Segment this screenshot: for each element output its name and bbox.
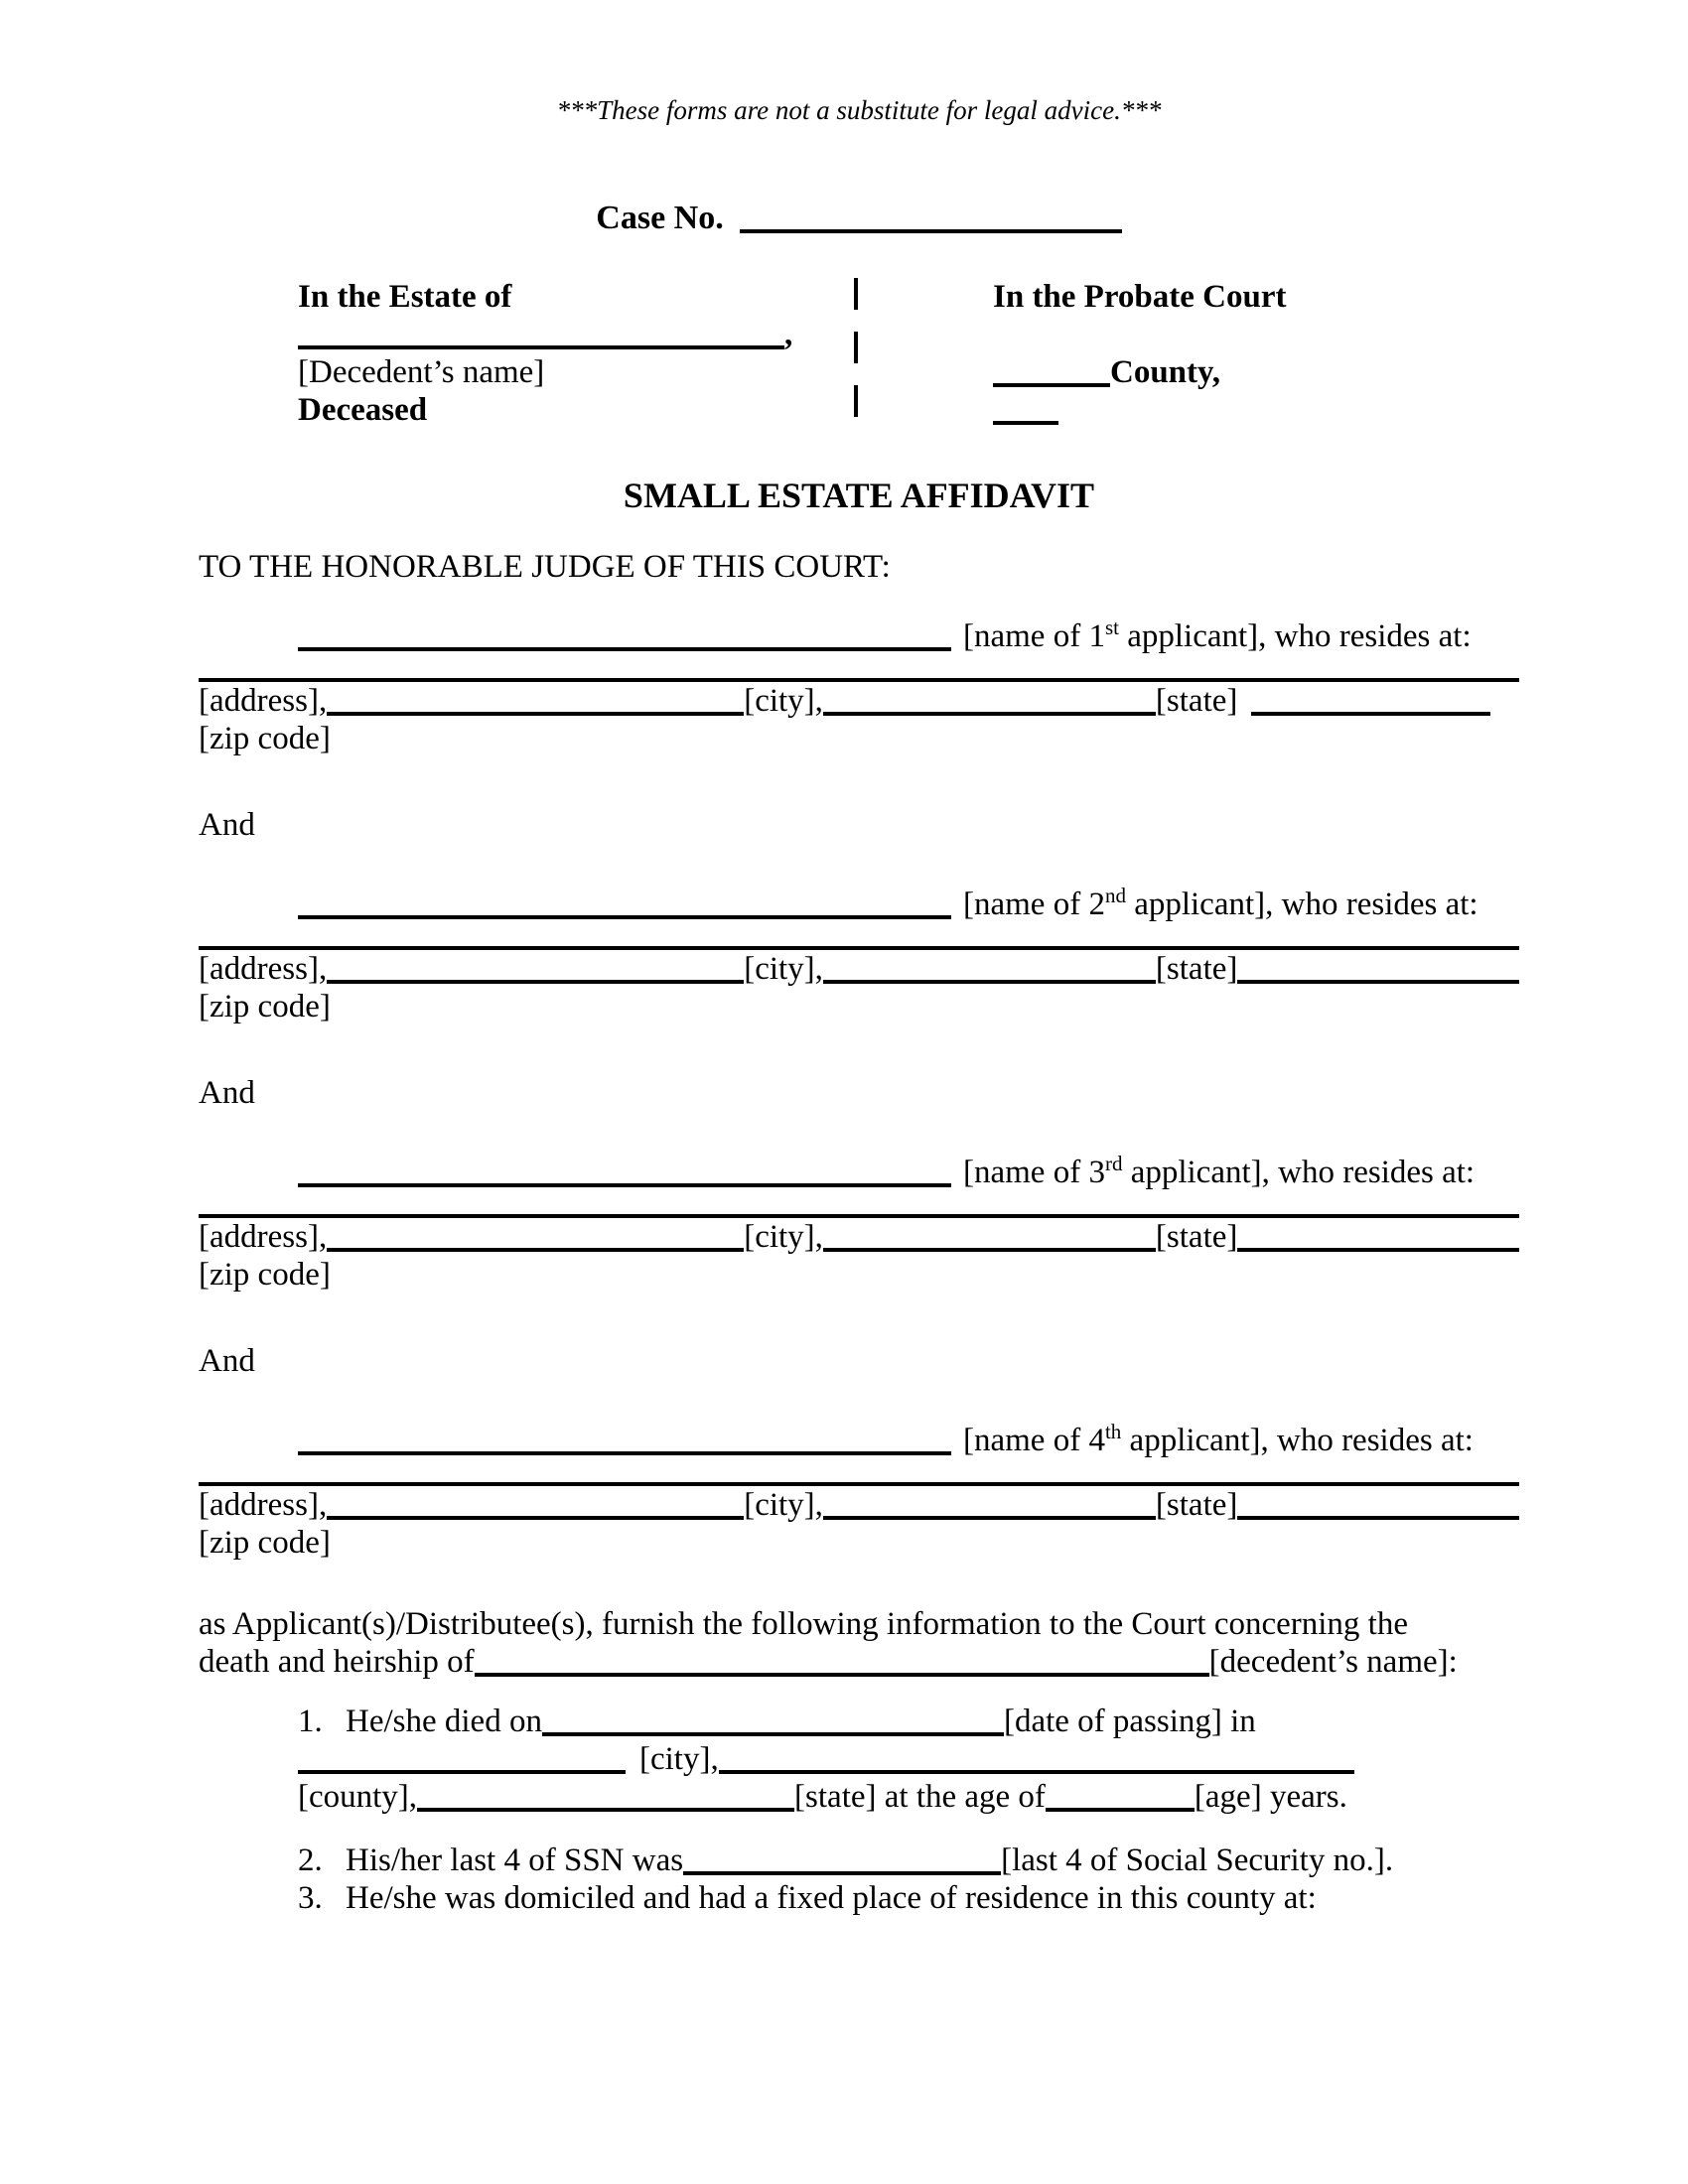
city-label: [city], [744,1219,823,1255]
county-blank [993,383,1110,387]
county-label: County, [1110,354,1220,390]
address-label: [address], [199,951,328,987]
caption-right-column [993,278,1286,429]
caption-comma: , [784,317,793,352]
item-1-line-2 [298,1740,1519,1778]
city-label: [city], [744,683,823,719]
closing-line1: as Applicant(s)/Distributee(s), furnish the following information to the Court concerning the [199,1606,1408,1642]
decedent-name-placeholder-2: [decedent’s name]: [1208,1644,1458,1680]
city-label: [city], [744,1487,823,1523]
and-label: And [199,807,255,843]
city-blank [823,1248,1156,1252]
city-blank [823,1516,1156,1520]
state-short-line [993,391,1286,429]
age-years-label: [age] years. [1194,1779,1347,1815]
applicant-blocks [199,617,1519,1562]
ssn-blank [683,1871,1001,1875]
decedent-name-line [298,316,854,353]
county-line [993,353,1286,391]
state-blank [1237,1516,1519,1520]
date-of-passing-label: [date of passing] in [1003,1704,1256,1739]
deceased-label: Deceased [298,392,428,428]
zip-code-label: [zip code] [199,989,331,1024]
city-blank [823,980,1156,984]
applicant-name-row [298,1422,1519,1459]
state-name-blank [417,1808,794,1812]
address-blank [327,712,744,716]
city-blank [823,712,1156,716]
county-label-2: [county], [298,1779,418,1815]
applicant-block [199,1154,1519,1380]
applicant-address-row [199,1486,1519,1524]
applicant-name-label: [name of 3rd applicant], who resides at: [963,1152,1476,1190]
page-title: SMALL ESTATE AFFIDAVIT [623,476,1095,515]
applicant-block [199,1422,1519,1562]
applicant-name-blank [298,1183,951,1187]
decedent-name-blank-2 [475,1673,1209,1677]
salutation: TO THE HONORABLE JUDGE OF THIS COURT: [199,549,891,585]
state-blank [1237,980,1519,984]
item-2-text: His/her last 4 of SSN was [346,1843,684,1878]
probate-court-label: In the Probate Court [993,279,1287,315]
address-blank [327,1516,744,1520]
numbered-list [199,1703,1519,1917]
caption-left-column [298,278,854,429]
estate-of-label: In the Estate of [298,279,512,315]
applicant-name-blank [298,915,951,919]
state-label: [state] [1155,951,1238,987]
state-blank [1237,1248,1519,1252]
applicant-address-row [199,950,1519,988]
case-number-blank [740,229,1122,233]
and-label: And [199,1343,255,1379]
applicant-name-row [298,1154,1519,1191]
state-label: [state] [1155,1487,1238,1523]
applicant-block [199,886,1519,1112]
ssn-label: [last 4 of Social Security no.]. [1001,1843,1394,1878]
item-2-number: 2. [298,1843,323,1878]
address-label: [address], [199,683,328,719]
caption-spacer [993,316,1286,353]
item-3-number: 3. [298,1880,323,1916]
caption-divider-dashed-line [854,278,858,429]
and-label: And [199,1075,255,1111]
applicant-name-label: [name of 4th applicant], who resides at: [963,1420,1474,1458]
applicant-name-row [298,886,1519,923]
applicant-block [199,617,1519,844]
ordinal-suffix: nd [1104,884,1126,907]
address-label: [address], [199,1487,328,1523]
ordinal-suffix: st [1104,615,1119,639]
zip-code-label: [zip code] [199,721,331,756]
state-age-label: [state] at the age of [794,1779,1046,1815]
date-of-passing-blank [542,1732,1004,1736]
item-1-text: He/she died on [346,1704,542,1739]
ordinal-suffix: th [1104,1420,1122,1443]
closing-line2 [199,1643,1519,1681]
decedent-name-blank [298,345,784,349]
address-blank [327,980,744,984]
zip-code-label: [zip code] [199,1257,331,1293]
city-label: [city], [639,1741,719,1777]
court-caption [298,278,1519,429]
applicant-address-row [199,1218,1519,1256]
item-1-line-1 [298,1703,1519,1740]
state-label: [state] [1155,1219,1238,1255]
age-blank [1046,1808,1195,1812]
item-3-line [298,1879,1519,1917]
decedent-name-placeholder: [Decedent’s name] [298,354,545,390]
legal-disclaimer: ***These forms are not a substitute for legal advice.*** [556,95,1162,125]
applicant-name-label: [name of 2nd applicant], who resides at: [963,884,1478,922]
closing-paragraph [199,1605,1519,1681]
state-blank [1251,712,1490,716]
applicant-address-row [199,682,1519,720]
case-number-row [199,199,1519,238]
applicant-name-blank [298,647,951,651]
county-name-blank [719,1770,1354,1774]
case-number-label: Case No. [596,200,724,236]
city-blank [298,1770,626,1774]
item-1-line-3 [298,1778,1519,1816]
applicant-name-row [298,617,1519,655]
applicant-name-blank [298,1451,951,1455]
item-3-text: He/she was domiciled and had a fixed place of residence in this county at: [346,1880,1317,1916]
address-label: [address], [199,1219,328,1255]
heirship-label: death and heirship of [199,1644,475,1680]
ordinal-suffix: rd [1104,1152,1123,1175]
state-short-blank [993,421,1058,425]
item-1-number: 1. [298,1704,323,1739]
city-label: [city], [744,951,823,987]
address-blank [327,1248,744,1252]
applicant-name-label: [name of 1st applicant], who resides at: [963,615,1472,654]
item-2-line [298,1842,1519,1879]
zip-code-label: [zip code] [199,1525,331,1561]
state-label: [state] [1155,683,1238,719]
